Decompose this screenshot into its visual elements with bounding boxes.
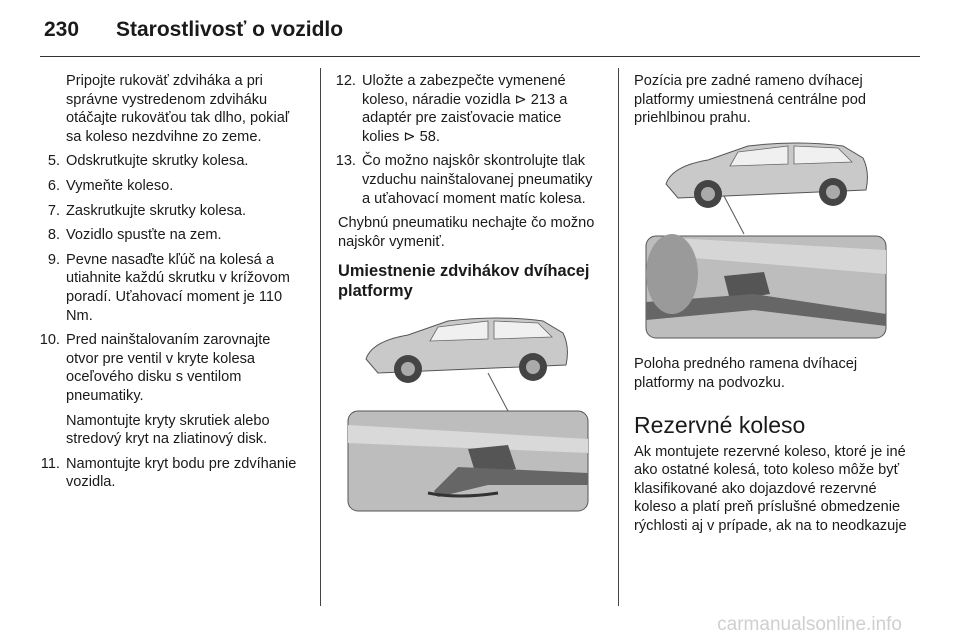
list-item: 10. Pred nainštalovaním zarovnajte otvor pre ventil v kryte kolesa oceľového disku s ventilom pneumatiky. <box>39 332 271 404</box>
page-title: Starostlivosť o vozidlo <box>116 18 344 41</box>
column-1 <box>39 72 306 498</box>
header-divider <box>40 56 920 57</box>
tire-replace-note: Chybnú pneumatiku nechajte čo možno najskôr vymeniť. <box>338 215 595 250</box>
spare-wheel-body: Ak montujete rezervné koleso, ktoré je iné ako ostatné kolesá, toto koleso môže byť klasifikované ako dojazdové rezervné koleso a platí preň príslušné obmedzenie rýchlosti aj v prípade, ak na to neodkazuje <box>634 443 907 534</box>
watermark: carmanualsonline.info <box>717 614 902 635</box>
list-item: 12. Uložte a zabezpečte vymenené koleso, náradie vozidla ⊳ 213 a adaptér pre zaisťovacie matice kolies ⊳ 58. <box>335 73 568 145</box>
steps-list-2 <box>335 72 600 208</box>
steps-list-1 <box>39 152 306 492</box>
list-item: 13. Čo možno najskôr skontrolujte tlak vzduchu nainštalovanej pneumatiky a uťahovací moment matíc kolesa. <box>335 153 593 207</box>
list-item: 5. Odskrutkujte skrutky kolesa. <box>47 153 249 170</box>
list-item: 8. Vozidlo spusťte na zem. <box>47 227 222 244</box>
step-10-extra: Namontujte kryty skrutiek alebo stredový kryt na zliatinový disk. <box>66 412 270 448</box>
section-heading-lift-points: Umiestnenie zdvihákov dvíhacej platformy <box>338 262 590 301</box>
column-divider-1 <box>320 68 321 606</box>
list-item: 9. Pevne nasaďte kľúč na kolesá a utiahnite každú skrutku v krížovom poradí. Uťahovací moment je 110 Nm. <box>47 251 290 324</box>
page-number: 230 <box>44 18 80 41</box>
rear-lift-caption: Pozícia pre zadné rameno dvíhacej platformy umiestnená centrálne pod priehlbinou prahu. <box>634 73 867 127</box>
list-item: 11. Namontujte kryt bodu pre zdvíhanie vozidla. <box>40 455 297 491</box>
column-divider-2 <box>618 68 619 606</box>
section-heading-spare-wheel: Rezervné koleso <box>634 411 806 438</box>
page-header <box>44 18 343 48</box>
list-item: 6. Vymeňte koleso. <box>47 177 174 194</box>
jack-handle-instruction: Pripojte rukoväť zdviháka a pri správne vystredenom zdviháku otáčajte rukoväťou tak dlho, pokiaľ sa koleso nezdvihne zo zeme. <box>66 73 290 145</box>
column-3 <box>634 72 918 536</box>
column-2 <box>335 72 600 531</box>
front-lift-caption: Poloha predného ramena dvíhacej platformy na podvozku. <box>634 356 858 391</box>
illustration-front-lift-point <box>634 134 918 348</box>
list-item: 7. Zaskrutkujte skrutky kolesa. <box>47 202 247 219</box>
illustration-rear-lift-point <box>338 307 600 523</box>
